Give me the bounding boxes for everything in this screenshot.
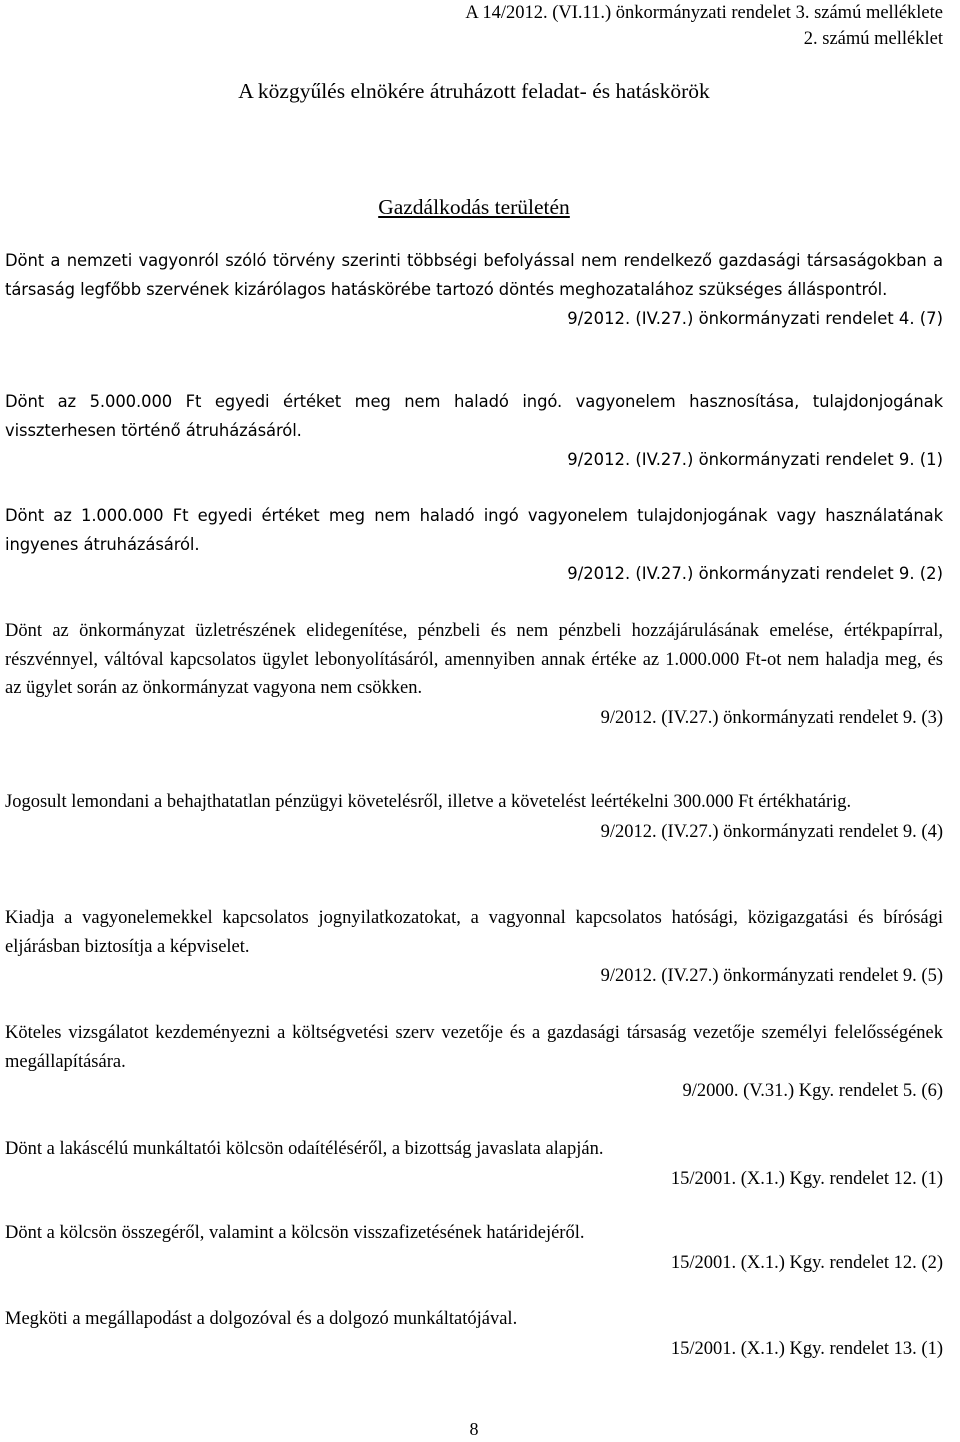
page-number: 8 <box>469 1419 479 1439</box>
item-reference: 9/2012. (IV.27.) önkormányzati rendelet 9. (1) <box>567 450 943 469</box>
document-page <box>5 0 943 1442</box>
list-item <box>5 1019 943 1106</box>
item-reference: 9/2012. (IV.27.) önkormányzati rendelet 9. (2) <box>567 564 943 583</box>
item-text: Dönt a lakáscélú munkáltatói kölcsön odaítéléséről, a bizottság javaslata alapján. <box>5 1139 604 1159</box>
list-item <box>5 788 943 847</box>
list-item <box>5 388 943 475</box>
list-item <box>5 502 943 589</box>
section-heading: Gazdálkodás területén <box>378 195 570 219</box>
item-reference: 9/2012. (IV.27.) önkormányzati rendelet 9. (5) <box>600 966 943 986</box>
item-reference: 9/2012. (IV.27.) önkormányzati rendelet 9. (4) <box>600 821 943 842</box>
item-text: Dönt az önkormányzat üzletrészének elidegenítése, pénzbeli és nem pénzbeli hozzájárulásának emelése, értékpapírral, részvénnyel, váltóval kapcsolatos ügylet lebonyolításáról, amennyiben annak értéke az 1.000.000 Ft-ot nem haladja meg, és az ügylet során az önkormányzat vagyona nem csökken. <box>5 621 943 698</box>
item-text: Megköti a megállapodást a dolgozóval és a dolgozó munkáltatójával. <box>5 1309 518 1329</box>
list-item <box>5 617 943 733</box>
item-reference: 9/2012. (IV.27.) önkormányzati rendelet 4. (7) <box>567 309 943 328</box>
list-item <box>5 247 943 334</box>
item-text: Kiadja a vagyonelemekkel kapcsolatos jognyilatkozatokat, a vagyonnal kapcsolatos hatósági, közigazgatási és bírósági eljárásban biztosítja a képviselet. <box>5 908 943 957</box>
item-text: Dönt a nemzeti vagyonról szóló törvény szerinti többségi befolyással nem rendelkező gazdasági társaságokban a társaság legfőbb szervének kizárólagos hatáskörébe tartozó döntés meghozatalához szükséges álláspontról. <box>5 251 943 299</box>
annex-header-line-2: 2. számú melléklet <box>803 29 943 49</box>
annex-header-line-1: A 14/2012. (VI.11.) önkormányzati rendelet 3. számú melléklete <box>465 3 943 23</box>
list-item <box>5 1219 943 1278</box>
item-reference: 15/2001. (X.1.) Kgy. rendelet 12. (1) <box>670 1168 943 1189</box>
list-item <box>5 1135 943 1194</box>
item-text: Dönt a kölcsön összegéről, valamint a kölcsön visszafizetésének határidejéről. <box>5 1223 585 1243</box>
item-text: Jogosult lemondani a behajthatatlan pénzügyi követelésről, illetve a követelést leértékelni 300.000 Ft értékhatárig. <box>5 792 852 812</box>
item-text: Dönt az 1.000.000 Ft egyedi értéket meg nem haladó ingó vagyonelem tulajdonjogának vagy használatának ingyenes átruházásáról. <box>5 506 943 554</box>
item-reference: 9/2012. (IV.27.) önkormányzati rendelet 9. (3) <box>600 707 943 728</box>
item-reference: 15/2001. (X.1.) Kgy. rendelet 13. (1) <box>670 1338 943 1359</box>
item-reference: 15/2001. (X.1.) Kgy. rendelet 12. (2) <box>670 1252 943 1273</box>
item-text: Dönt az 5.000.000 Ft egyedi értéket meg nem haladó ingó. vagyonelem hasznosítása, tulajdonjogának visszterhesen történő átruházásáról. <box>5 392 943 440</box>
list-item <box>5 1305 943 1364</box>
item-reference: 9/2000. (V.31.) Kgy. rendelet 5. (6) <box>682 1081 943 1101</box>
item-text: Köteles vizsgálatot kezdeményezni a költségvetési szerv vezetője és a gazdasági társaság vezetője személyi felelősségének megállapítására. <box>5 1023 943 1072</box>
document-title: A közgyűlés elnökére átruházott feladat- és hatáskörök <box>238 79 710 103</box>
list-item <box>5 904 943 991</box>
